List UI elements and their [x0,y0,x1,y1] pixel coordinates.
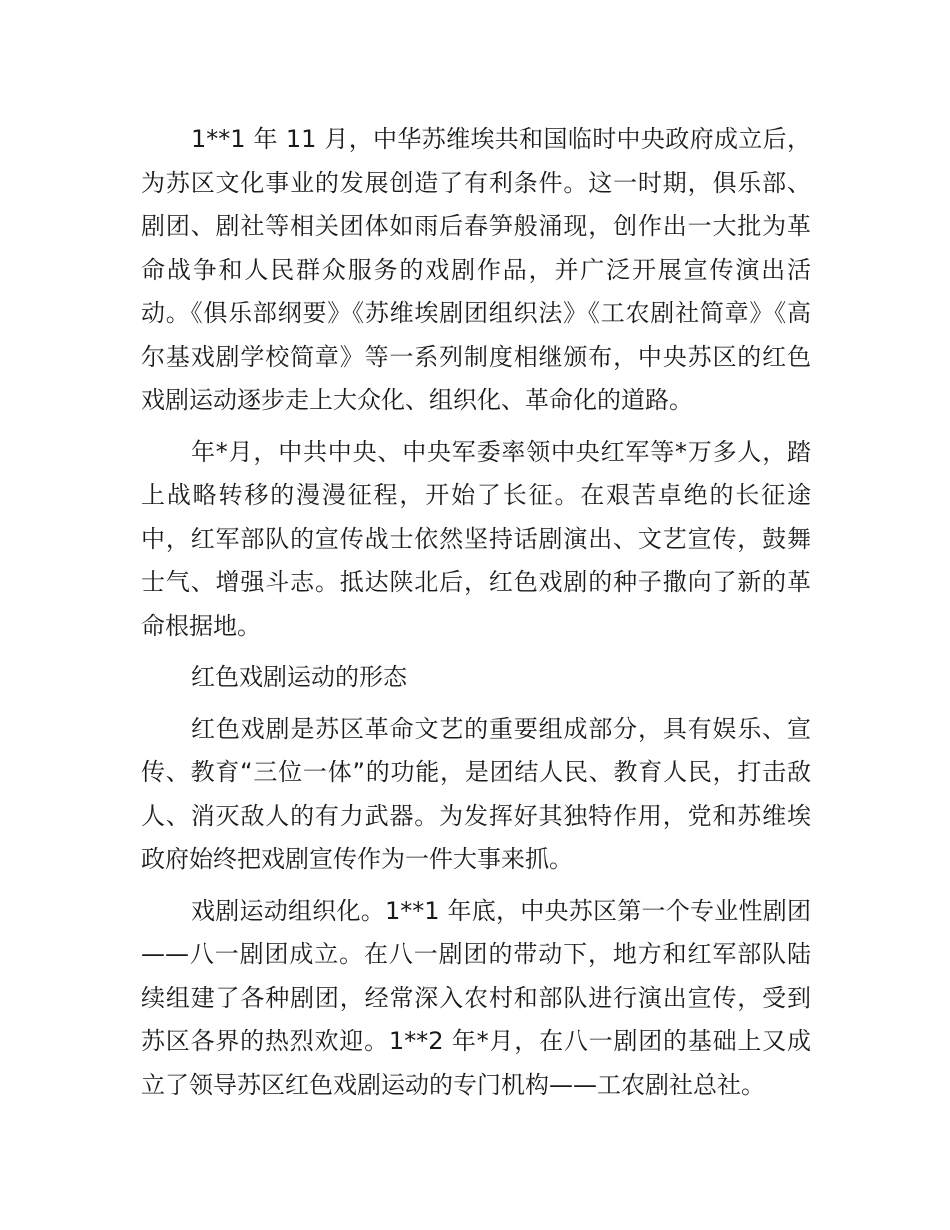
paragraph-drama-organization: 戏剧运动组织化。1**1 年底，中央苏区第一个专业性剧团——八一剧团成立。在八一剧团的带动下，地方和红军部队陆续组建了各种剧团，经常深入农村和部队进行演出宣传，受到苏区各界的热烈欢迎。1**2 年*月，在八一剧团的基础上又成立了领导苏区红色戏剧运动的专门机构——工农剧社总社。 [141,896,811,1099]
paragraph-founding-of-soviet-government: 1**1 年 11 月，中华苏维埃共和国临时中央政府成立后，为苏区文化事业的发展创造了有利条件。这一时期，俱乐部、剧团、剧社等相关团体如雨后春笋般涌现，创作出一大批为革命战争和人民群众服务的戏剧作品，并广泛开展宣传演出活动。《俱乐部纲要》《苏维埃剧团组织法》《工农剧社简章》《高尔基戏剧学校简章》等一系列制度相继颁布，中央苏区的红色戏剧运动逐步走上大众化、组织化、革命化的道路。 [141,125,811,414]
document-body [141,118,811,1107]
section-heading-red-drama-forms: 红色戏剧运动的形态 [191,663,407,691]
paragraph-red-drama-role: 红色戏剧是苏区革命文艺的重要组成部分，具有娱乐、宣传、教育“三位一体”的功能，是团结人民、教育人民，打击敌人、消灭敌人的有力武器。为发挥好其独特作用，党和苏维埃政府始终把戏剧宣传作为一件大事来抓。 [141,714,811,873]
paragraph-long-march: 年*月，中共中央、中央军委率领中央红军等*万多人，踏上战略转移的漫漫征程，开始了长征。在艰苦卓绝的长征途中，红军部队的宣传战士依然坚持话剧演出、文艺宣传，鼓舞士气、增强斗志。抵达陕北后，红色戏剧的种子撒向了新的革命根据地。 [141,437,811,640]
